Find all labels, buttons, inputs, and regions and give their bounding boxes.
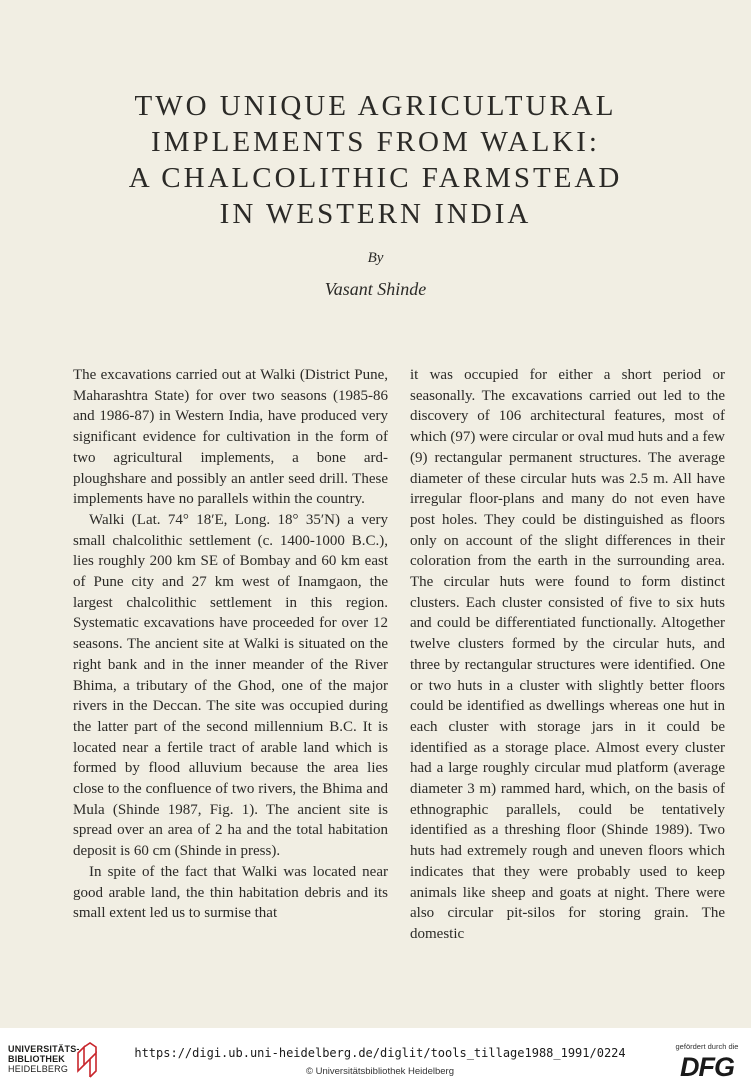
library-name-line: UNIVERSITÄTS- bbox=[8, 1044, 80, 1054]
paragraph: The excavations carried out at Walki (District Pune, Maharashtra State) for over two seasons (1985-86 and 1986-87) in Western India, have produced very significant evidence for cultivation in the form of two agricultural implements, a bone ard-ploughshare and possibly an antler seed drill. These implements have no parallels within the country. bbox=[73, 367, 388, 508]
library-name[interactable] bbox=[8, 1044, 80, 1074]
dfg-logo[interactable]: DFG bbox=[680, 1052, 734, 1082]
paragraph: In spite of the fact that Walki was located near good arable land, the thin habitation debris and its small extent led us to surmise that bbox=[73, 863, 388, 922]
article-title bbox=[0, 88, 751, 232]
title-line: IMPLEMENTS FROM WALKI: bbox=[151, 126, 600, 158]
title-line: TWO UNIQUE AGRICULTURAL bbox=[134, 90, 617, 122]
title-line: A CHALCOLITHIC FARMSTEAD bbox=[128, 162, 623, 194]
library-name-line: BIBLIOTHEK bbox=[8, 1054, 65, 1064]
paragraph: it was occupied for either a short period or seasonally. The excavations carried out led to the discovery of 106 architectural features, most of which (97) were circular or oval mud huts and a few (9) rectangular permanent structures. The average diameter of these circular huts was 2.5 m. All have irregular floor-plans and many do not even have post holes. They could be distinguished as floors only on account of the slight differences in their coloration from the earth in the surrounding area. The circular huts were found to form distinct clusters. Each cluster consisted of five to six huts and could be differentiated functionally. Altogether twelve clusters formed by the circular huts, and three by rectangular structures were identified. One or two huts in a cluster with slightly better floors could be identified as dwellings whereas one hut in each cluster with storage jars in it could be identified as a storage place. Almost every cluster had a large roughly circular mud platform (average diameter 3 m) rammed hard, which, on the basis of ethnographic parallels, could be tentatively identified as a threshing floor (Shinde 1989). Two huts had extremely rough and uneven floors which indicates that they were probably used to keep animals like sheep and goats at night. There were also circular pit-silos for storing grain. The domestic bbox=[410, 367, 725, 942]
permalink-url[interactable]: https://digi.ub.uni-heidelberg.de/diglit/tools_tillage1988_1991/0224 bbox=[134, 1046, 626, 1060]
left-column bbox=[73, 365, 388, 924]
right-column bbox=[410, 365, 725, 945]
footer-bar bbox=[0, 1028, 751, 1090]
byline: By bbox=[367, 250, 384, 266]
dfg-caption: gefördert durch die bbox=[675, 1042, 739, 1051]
library-name-line: HEIDELBERG bbox=[8, 1064, 69, 1074]
paragraph: Walki (Lat. 74° 18′E, Long. 18° 35′N) a very small chalcolithic settlement (c. 1400-1000 B.C.), lies roughly 200 km SE of Bombay and 60 km east of Pune city and 27 km west of Inamgaon, the largest chalcolithic settlement in this region. Systematic excavations have proceeded for over 12 seasons. The ancient site at Walki is situated on the right bank and in the inner meander of the River Bhima, a tributary of the Ghod, one of the major rivers in the Deccan. The site was occupied during the latter part of the second millennium B.C. It is located near a fertile tract of arable land which is formed by flood alluvium because the area lies close to the confluence of two rivers, the Bhima and Mula (Shinde 1987, Fig. 1). The ancient site is spread over an area of 2 ha and the total habitation deposit is 60 cm (Shinde in press). bbox=[73, 511, 388, 860]
copyright-notice: © Universitätsbibliothek Heidelberg bbox=[306, 1066, 454, 1077]
author-name: Vasant Shinde bbox=[324, 279, 427, 299]
library-logo-icon[interactable] bbox=[74, 1041, 104, 1079]
title-line: IN WESTERN INDIA bbox=[219, 198, 532, 230]
